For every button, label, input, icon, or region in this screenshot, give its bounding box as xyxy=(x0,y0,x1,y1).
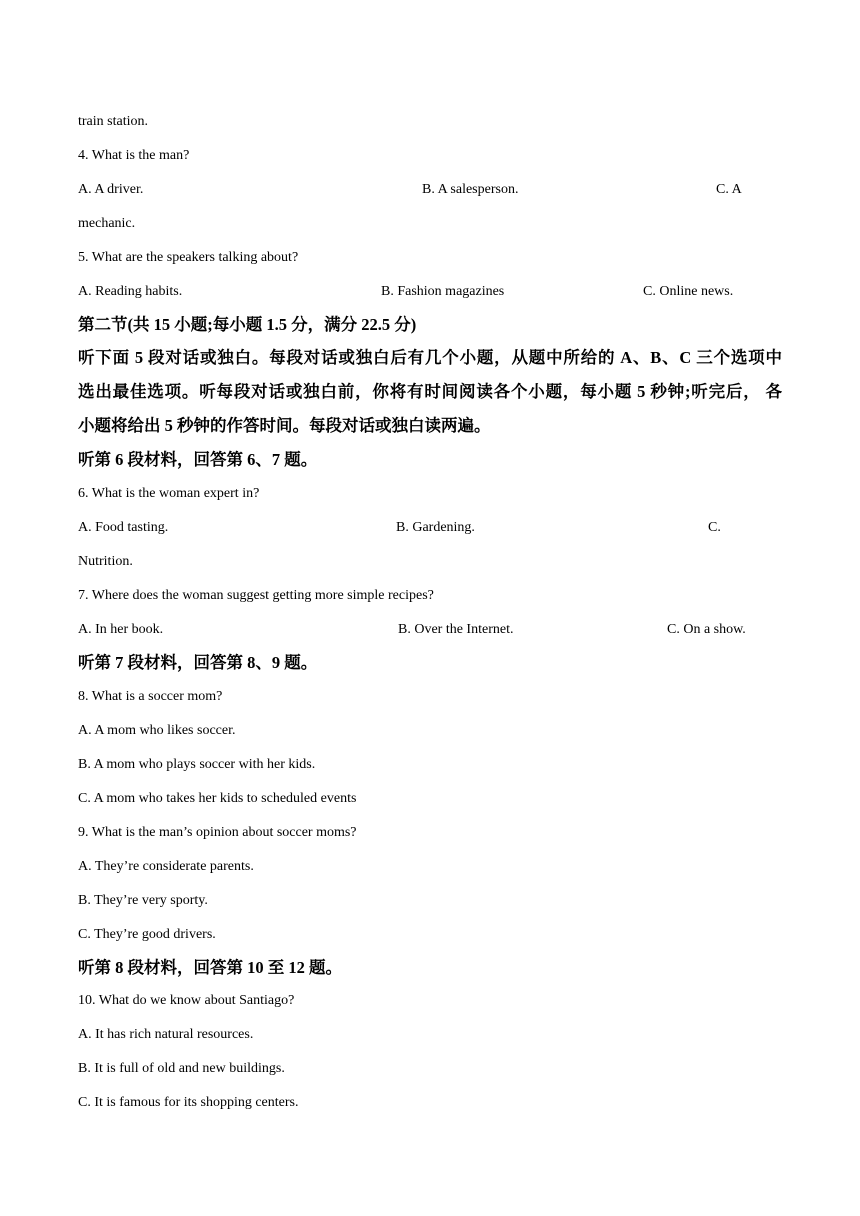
option-a: A. Reading habits. xyxy=(78,284,183,299)
option-a: A. Food tasting. xyxy=(78,520,169,535)
question-7: 7. Where does the woman suggest getting more simple recipes? xyxy=(78,588,434,603)
material-7-heading: 听第 7 段材料，回答第 8、9 题。 xyxy=(78,653,318,672)
section-2-title: 第二节(共 15 小题;每小题 1.5 分，满分 22.5 分) xyxy=(78,315,417,334)
option-c: C. A mom who takes her kids to scheduled events xyxy=(78,791,357,806)
option-b: B. Gardening. xyxy=(396,520,475,535)
option-b: B. Over the Internet. xyxy=(398,622,514,637)
question-5: 5. What are the speakers talking about? xyxy=(78,250,299,265)
question-9: 9. What is the man’s opinion about soccer moms? xyxy=(78,825,357,840)
option-c: C. They’re good drivers. xyxy=(78,927,216,942)
option-c: C. xyxy=(708,520,721,535)
option-c-continued: mechanic. xyxy=(78,216,136,231)
option-c-continued: Nutrition. xyxy=(78,554,133,569)
question-6: 6. What is the woman expert in? xyxy=(78,486,260,501)
material-6-heading: 听第 6 段材料，回答第 6、7 题。 xyxy=(78,450,318,469)
option-a: A. A mom who likes soccer. xyxy=(78,723,236,738)
text-line: train station. xyxy=(78,114,148,129)
option-c: C. On a show. xyxy=(667,622,746,637)
section-2-instructions-line-1: 听下面 5 段对话或独白。每段对话或独白后有几个小题，从题中所给的 A、B、C 三个选项中 xyxy=(78,348,782,367)
question-4: 4. What is the man? xyxy=(78,148,190,163)
option-a: A. It has rich natural resources. xyxy=(78,1027,254,1042)
section-2-instructions-line-2: 选出最佳选项。听每段对话或独白前，你将有时间阅读各个小题，每小题 5 秒钟;听完后， 各 xyxy=(78,382,782,401)
question-10: 10. What do we know about Santiago? xyxy=(78,993,295,1008)
option-b: B. It is full of old and new buildings. xyxy=(78,1061,285,1076)
option-b: B. A mom who plays soccer with her kids. xyxy=(78,757,316,772)
option-c: C. It is famous for its shopping centers. xyxy=(78,1095,299,1110)
section-2-instructions-line-3: 小题将给出 5 秒钟的作答时间。每段对话或独白读两遍。 xyxy=(78,416,491,435)
option-b: B. Fashion magazines xyxy=(381,284,505,299)
material-8-heading: 听第 8 段材料，回答第 10 至 12 题。 xyxy=(78,958,342,977)
option-c: C. A xyxy=(716,182,742,197)
option-c: C. Online news. xyxy=(643,284,734,299)
option-a: A. In her book. xyxy=(78,622,164,637)
question-8: 8. What is a soccer mom? xyxy=(78,689,223,704)
option-a: A. They’re considerate parents. xyxy=(78,859,254,874)
option-b: B. A salesperson. xyxy=(422,182,519,197)
option-b: B. They’re very sporty. xyxy=(78,893,208,908)
option-a: A. A driver. xyxy=(78,182,144,197)
